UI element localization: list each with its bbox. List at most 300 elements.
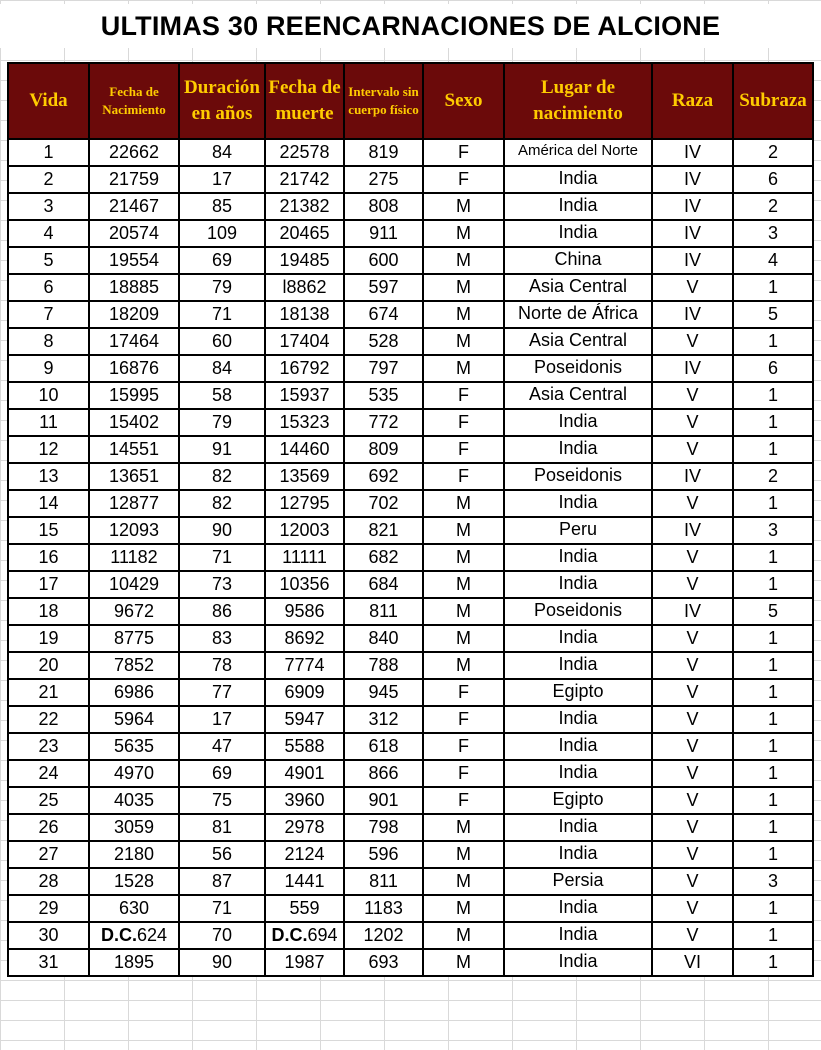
cell-vida: 9 xyxy=(8,355,89,382)
table-row xyxy=(8,598,813,625)
cell-raza: IV xyxy=(652,517,733,544)
cell-subraza: 1 xyxy=(733,787,813,814)
cell-subraza: 2 xyxy=(733,463,813,490)
cell-fecha-nacimiento: 7852 xyxy=(89,652,179,679)
cell-lugar-nacimiento: India xyxy=(504,895,652,922)
cell-raza: V xyxy=(652,733,733,760)
cell-raza: IV xyxy=(652,463,733,490)
cell-fecha-muerte: 14460 xyxy=(265,436,344,463)
cell-fecha-nacimiento: 6986 xyxy=(89,679,179,706)
cell-raza: V xyxy=(652,679,733,706)
cell-fecha-nacimiento: 13651 xyxy=(89,463,179,490)
cell-sexo: F xyxy=(423,760,504,787)
cell-raza: V xyxy=(652,760,733,787)
cell-intervalo: 911 xyxy=(344,220,423,247)
cell-sexo: M xyxy=(423,841,504,868)
cell-fecha-muerte: 8692 xyxy=(265,625,344,652)
cell-duracion: 47 xyxy=(179,733,265,760)
cell-duracion: 86 xyxy=(179,598,265,625)
cell-intervalo: 600 xyxy=(344,247,423,274)
cell-duracion: 77 xyxy=(179,679,265,706)
cell-fecha-nacimiento: 3059 xyxy=(89,814,179,841)
cell-subraza: 1 xyxy=(733,274,813,301)
cell-duracion: 70 xyxy=(179,922,265,949)
cell-fecha-nacimiento: 16876 xyxy=(89,355,179,382)
cell-vida: 25 xyxy=(8,787,89,814)
cell-intervalo: 684 xyxy=(344,571,423,598)
cell-vida: 8 xyxy=(8,328,89,355)
cell-sexo: F xyxy=(423,733,504,760)
table-row xyxy=(8,868,813,895)
cell-subraza: 1 xyxy=(733,679,813,706)
cell-fecha-nacimiento: 8775 xyxy=(89,625,179,652)
cell-duracion: 69 xyxy=(179,760,265,787)
table-row xyxy=(8,625,813,652)
cell-fecha-muerte: 9586 xyxy=(265,598,344,625)
cell-subraza: 2 xyxy=(733,139,813,166)
cell-fecha-muerte: 16792 xyxy=(265,355,344,382)
cell-sexo: F xyxy=(423,409,504,436)
cell-duracion: 79 xyxy=(179,274,265,301)
table-row xyxy=(8,517,813,544)
cell-vida: 5 xyxy=(8,247,89,274)
cell-lugar-nacimiento: India xyxy=(504,949,652,976)
cell-lugar-nacimiento: Norte de África xyxy=(504,301,652,328)
cell-raza: V xyxy=(652,625,733,652)
cell-subraza: 1 xyxy=(733,571,813,598)
table-row xyxy=(8,409,813,436)
cell-lugar-nacimiento: India xyxy=(504,841,652,868)
era-prefix: D.C. xyxy=(100,925,137,945)
cell-duracion: 17 xyxy=(179,166,265,193)
cell-duracion: 82 xyxy=(179,490,265,517)
cell-sexo: M xyxy=(423,247,504,274)
cell-sexo: M xyxy=(423,193,504,220)
cell-raza: V xyxy=(652,274,733,301)
cell-duracion: 90 xyxy=(179,517,265,544)
cell-lugar-nacimiento: India xyxy=(504,220,652,247)
cell-fecha-muerte: 559 xyxy=(265,895,344,922)
cell-raza: VI xyxy=(652,949,733,976)
table-row xyxy=(8,463,813,490)
cell-vida: 6 xyxy=(8,274,89,301)
cell-fecha-muerte: 7774 xyxy=(265,652,344,679)
cell-lugar-nacimiento: India xyxy=(504,571,652,598)
table-row xyxy=(8,787,813,814)
cell-duracion: 90 xyxy=(179,949,265,976)
cell-fecha-nacimiento: 19554 xyxy=(89,247,179,274)
cell-fecha-nacimiento: 22662 xyxy=(89,139,179,166)
cell-subraza: 1 xyxy=(733,328,813,355)
cell-subraza: 5 xyxy=(733,301,813,328)
cell-intervalo: 312 xyxy=(344,706,423,733)
table-row xyxy=(8,274,813,301)
table-row xyxy=(8,733,813,760)
cell-raza: V xyxy=(652,922,733,949)
cell-sexo: M xyxy=(423,868,504,895)
cell-sexo: M xyxy=(423,490,504,517)
cell-vida: 4 xyxy=(8,220,89,247)
cell-subraza: 1 xyxy=(733,436,813,463)
cell-raza: V xyxy=(652,868,733,895)
table-row xyxy=(8,706,813,733)
header-lugar-nacimiento: Lugar de nacimiento xyxy=(504,63,652,139)
header-sexo: Sexo xyxy=(423,63,504,139)
header-vida: Vida xyxy=(8,63,89,139)
cell-intervalo: 275 xyxy=(344,166,423,193)
cell-raza: V xyxy=(652,571,733,598)
cell-duracion: 84 xyxy=(179,355,265,382)
cell-sexo: F xyxy=(423,139,504,166)
cell-fecha-nacimiento: 18209 xyxy=(89,301,179,328)
cell-duracion: 56 xyxy=(179,841,265,868)
cell-fecha-nacimiento: 5635 xyxy=(89,733,179,760)
cell-vida: 27 xyxy=(8,841,89,868)
cell-lugar-nacimiento: India xyxy=(504,814,652,841)
cell-raza: V xyxy=(652,706,733,733)
cell-sexo: M xyxy=(423,571,504,598)
cell-raza: V xyxy=(652,490,733,517)
cell-duracion: 73 xyxy=(179,571,265,598)
header-duracion: Duración en años xyxy=(179,63,265,139)
table-row xyxy=(8,382,813,409)
cell-duracion: 58 xyxy=(179,382,265,409)
header-row xyxy=(8,63,813,139)
cell-intervalo: 811 xyxy=(344,868,423,895)
cell-fecha-muerte: 20465 xyxy=(265,220,344,247)
cell-fecha-nacimiento: 1528 xyxy=(89,868,179,895)
cell-duracion: 60 xyxy=(179,328,265,355)
cell-fecha-nacimiento: 21467 xyxy=(89,193,179,220)
cell-fecha-nacimiento: 12093 xyxy=(89,517,179,544)
cell-intervalo: 821 xyxy=(344,517,423,544)
cell-vida: 19 xyxy=(8,625,89,652)
table-row xyxy=(8,679,813,706)
cell-intervalo: 819 xyxy=(344,139,423,166)
cell-fecha-nacimiento: 15402 xyxy=(89,409,179,436)
cell-intervalo: 788 xyxy=(344,652,423,679)
cell-intervalo: 772 xyxy=(344,409,423,436)
cell-intervalo: 808 xyxy=(344,193,423,220)
cell-vida: 10 xyxy=(8,382,89,409)
cell-fecha-muerte: 6909 xyxy=(265,679,344,706)
cell-duracion: 71 xyxy=(179,301,265,328)
cell-subraza: 1 xyxy=(733,949,813,976)
cell-fecha-muerte: 11111 xyxy=(265,544,344,571)
cell-raza: V xyxy=(652,436,733,463)
cell-fecha-muerte: 15937 xyxy=(265,382,344,409)
cell-lugar-nacimiento: Poseidonis xyxy=(504,463,652,490)
cell-subraza: 3 xyxy=(733,868,813,895)
cell-sexo: M xyxy=(423,922,504,949)
cell-intervalo: 702 xyxy=(344,490,423,517)
cell-duracion: 81 xyxy=(179,814,265,841)
header-intervalo: Intervalo sin cuerpo físico xyxy=(344,63,423,139)
cell-raza: V xyxy=(652,544,733,571)
cell-raza: V xyxy=(652,382,733,409)
cell-sexo: M xyxy=(423,301,504,328)
table-row xyxy=(8,814,813,841)
cell-sexo: M xyxy=(423,220,504,247)
cell-raza: V xyxy=(652,895,733,922)
cell-lugar-nacimiento: Poseidonis xyxy=(504,598,652,625)
cell-raza: IV xyxy=(652,220,733,247)
cell-sexo: F xyxy=(423,436,504,463)
era-prefix: D.C. xyxy=(271,925,308,945)
cell-intervalo: 1183 xyxy=(344,895,423,922)
table-row xyxy=(8,895,813,922)
cell-fecha-nacimiento: 12877 xyxy=(89,490,179,517)
cell-sexo: F xyxy=(423,787,504,814)
cell-intervalo: 809 xyxy=(344,436,423,463)
table-row xyxy=(8,490,813,517)
cell-lugar-nacimiento: Asia Central xyxy=(504,274,652,301)
cell-lugar-nacimiento: China xyxy=(504,247,652,274)
cell-subraza: 4 xyxy=(733,247,813,274)
table-row xyxy=(8,760,813,787)
cell-intervalo: 797 xyxy=(344,355,423,382)
cell-fecha-muerte: 4901 xyxy=(265,760,344,787)
cell-lugar-nacimiento: India xyxy=(504,166,652,193)
table-row xyxy=(8,166,813,193)
table-row xyxy=(8,949,813,976)
cell-lugar-nacimiento: India xyxy=(504,760,652,787)
cell-lugar-nacimiento: India xyxy=(504,409,652,436)
cell-intervalo: 597 xyxy=(344,274,423,301)
cell-fecha-muerte: 21742 xyxy=(265,166,344,193)
cell-fecha-nacimiento: 14551 xyxy=(89,436,179,463)
table-row xyxy=(8,841,813,868)
cell-raza: IV xyxy=(652,166,733,193)
cell-vida: 2 xyxy=(8,166,89,193)
cell-vida: 30 xyxy=(8,922,89,949)
cell-lugar-nacimiento: India xyxy=(504,193,652,220)
cell-subraza: 1 xyxy=(733,706,813,733)
table-row xyxy=(8,922,813,949)
cell-vida: 22 xyxy=(8,706,89,733)
cell-sexo: M xyxy=(423,274,504,301)
cell-duracion: 78 xyxy=(179,652,265,679)
cell-intervalo: 692 xyxy=(344,463,423,490)
cell-subraza: 6 xyxy=(733,166,813,193)
cell-fecha-muerte: 2978 xyxy=(265,814,344,841)
cell-lugar-nacimiento: Persia xyxy=(504,868,652,895)
cell-subraza: 1 xyxy=(733,382,813,409)
cell-fecha-nacimiento: 9672 xyxy=(89,598,179,625)
cell-raza: IV xyxy=(652,301,733,328)
cell-fecha-nacimiento: 15995 xyxy=(89,382,179,409)
header-fecha-nacimiento: Fecha de Nacimiento xyxy=(89,63,179,139)
table-row xyxy=(8,220,813,247)
table-row xyxy=(8,355,813,382)
cell-fecha-nacimiento: 17464 xyxy=(89,328,179,355)
cell-fecha-muerte: 5588 xyxy=(265,733,344,760)
cell-fecha-nacimiento: 20574 xyxy=(89,220,179,247)
cell-intervalo: 535 xyxy=(344,382,423,409)
cell-duracion: 79 xyxy=(179,409,265,436)
table-row xyxy=(8,328,813,355)
cell-raza: IV xyxy=(652,193,733,220)
cell-lugar-nacimiento: India xyxy=(504,922,652,949)
cell-subraza: 1 xyxy=(733,409,813,436)
cell-lugar-nacimiento: India xyxy=(504,436,652,463)
cell-intervalo: 618 xyxy=(344,733,423,760)
cell-sexo: M xyxy=(423,814,504,841)
cell-vida: 1 xyxy=(8,139,89,166)
cell-lugar-nacimiento: Egipto xyxy=(504,679,652,706)
cell-sexo: F xyxy=(423,382,504,409)
cell-subraza: 1 xyxy=(733,841,813,868)
cell-fecha-muerte: l8862 xyxy=(265,274,344,301)
cell-raza: V xyxy=(652,409,733,436)
cell-fecha-nacimiento: 2180 xyxy=(89,841,179,868)
year-value: 694 xyxy=(307,925,338,945)
cell-fecha-nacimiento: 630 xyxy=(89,895,179,922)
cell-fecha-muerte: 15323 xyxy=(265,409,344,436)
cell-lugar-nacimiento: Asia Central xyxy=(504,382,652,409)
cell-vida: 3 xyxy=(8,193,89,220)
cell-fecha-muerte: 1441 xyxy=(265,868,344,895)
cell-sexo: F xyxy=(423,166,504,193)
cell-intervalo: 866 xyxy=(344,760,423,787)
cell-fecha-nacimiento xyxy=(89,922,179,949)
cell-raza: IV xyxy=(652,247,733,274)
cell-intervalo: 528 xyxy=(344,328,423,355)
table-row xyxy=(8,544,813,571)
cell-lugar-nacimiento: India xyxy=(504,625,652,652)
cell-vida: 14 xyxy=(8,490,89,517)
cell-vida: 16 xyxy=(8,544,89,571)
header-raza: Raza xyxy=(652,63,733,139)
cell-lugar-nacimiento: Egipto xyxy=(504,787,652,814)
cell-intervalo: 674 xyxy=(344,301,423,328)
cell-intervalo: 901 xyxy=(344,787,423,814)
cell-raza: V xyxy=(652,652,733,679)
cell-vida: 26 xyxy=(8,814,89,841)
table-row xyxy=(8,301,813,328)
cell-vida: 12 xyxy=(8,436,89,463)
cell-fecha-nacimiento: 4035 xyxy=(89,787,179,814)
cell-lugar-nacimiento: Asia Central xyxy=(504,328,652,355)
cell-duracion: 84 xyxy=(179,139,265,166)
cell-fecha-muerte: 3960 xyxy=(265,787,344,814)
cell-subraza: 1 xyxy=(733,922,813,949)
cell-fecha-nacimiento: 18885 xyxy=(89,274,179,301)
cell-duracion: 85 xyxy=(179,193,265,220)
cell-duracion: 109 xyxy=(179,220,265,247)
cell-fecha-nacimiento: 10429 xyxy=(89,571,179,598)
cell-raza: IV xyxy=(652,355,733,382)
cell-sexo: M xyxy=(423,328,504,355)
cell-subraza: 1 xyxy=(733,490,813,517)
cell-vida: 20 xyxy=(8,652,89,679)
cell-sexo: M xyxy=(423,625,504,652)
cell-fecha-nacimiento: 4970 xyxy=(89,760,179,787)
cell-fecha-muerte: 19485 xyxy=(265,247,344,274)
table-row xyxy=(8,193,813,220)
cell-subraza: 1 xyxy=(733,760,813,787)
cell-fecha-muerte: 13569 xyxy=(265,463,344,490)
cell-lugar-nacimiento: India xyxy=(504,652,652,679)
cell-fecha-muerte: 12003 xyxy=(265,517,344,544)
cell-intervalo: 1202 xyxy=(344,922,423,949)
cell-intervalo: 596 xyxy=(344,841,423,868)
table-row xyxy=(8,571,813,598)
cell-lugar-nacimiento: India xyxy=(504,544,652,571)
cell-fecha-muerte xyxy=(265,922,344,949)
cell-subraza: 1 xyxy=(733,733,813,760)
cell-raza: V xyxy=(652,328,733,355)
table-row xyxy=(8,436,813,463)
cell-sexo: F xyxy=(423,679,504,706)
cell-vida: 23 xyxy=(8,733,89,760)
cell-lugar-nacimiento: Peru xyxy=(504,517,652,544)
cell-vida: 24 xyxy=(8,760,89,787)
cell-sexo: M xyxy=(423,652,504,679)
page-title: ULTIMAS 30 REENCARNACIONES DE ALCIONE xyxy=(0,4,821,48)
table-row xyxy=(8,139,813,166)
cell-vida: 18 xyxy=(8,598,89,625)
cell-fecha-muerte: 2124 xyxy=(265,841,344,868)
table-row xyxy=(8,247,813,274)
cell-vida: 31 xyxy=(8,949,89,976)
cell-raza: V xyxy=(652,841,733,868)
cell-lugar-nacimiento: India xyxy=(504,706,652,733)
cell-fecha-muerte: 10356 xyxy=(265,571,344,598)
cell-duracion: 82 xyxy=(179,463,265,490)
cell-intervalo: 840 xyxy=(344,625,423,652)
cell-vida: 15 xyxy=(8,517,89,544)
table-row xyxy=(8,652,813,679)
cell-vida: 13 xyxy=(8,463,89,490)
cell-subraza: 2 xyxy=(733,193,813,220)
cell-duracion: 75 xyxy=(179,787,265,814)
cell-subraza: 6 xyxy=(733,355,813,382)
cell-subraza: 1 xyxy=(733,544,813,571)
cell-raza: IV xyxy=(652,598,733,625)
cell-raza: V xyxy=(652,814,733,841)
cell-fecha-muerte: 1987 xyxy=(265,949,344,976)
cell-sexo: F xyxy=(423,463,504,490)
cell-fecha-nacimiento: 5964 xyxy=(89,706,179,733)
cell-intervalo: 945 xyxy=(344,679,423,706)
cell-fecha-muerte: 17404 xyxy=(265,328,344,355)
cell-vida: 29 xyxy=(8,895,89,922)
cell-fecha-muerte: 5947 xyxy=(265,706,344,733)
cell-intervalo: 811 xyxy=(344,598,423,625)
cell-fecha-muerte: 22578 xyxy=(265,139,344,166)
cell-duracion: 71 xyxy=(179,544,265,571)
cell-duracion: 71 xyxy=(179,895,265,922)
cell-intervalo: 682 xyxy=(344,544,423,571)
cell-fecha-muerte: 12795 xyxy=(265,490,344,517)
cell-duracion: 87 xyxy=(179,868,265,895)
cell-sexo: M xyxy=(423,355,504,382)
cell-sexo: M xyxy=(423,517,504,544)
cell-subraza: 1 xyxy=(733,814,813,841)
cell-lugar-nacimiento: India xyxy=(504,490,652,517)
cell-fecha-nacimiento: 1895 xyxy=(89,949,179,976)
cell-vida: 21 xyxy=(8,679,89,706)
cell-lugar-nacimiento: América del Norte xyxy=(504,139,652,166)
cell-vida: 17 xyxy=(8,571,89,598)
cell-subraza: 1 xyxy=(733,625,813,652)
header-subraza: Subraza xyxy=(733,63,813,139)
year-value: 624 xyxy=(136,925,168,945)
cell-raza: V xyxy=(652,787,733,814)
cell-duracion: 17 xyxy=(179,706,265,733)
reincarnations-table xyxy=(7,62,814,977)
